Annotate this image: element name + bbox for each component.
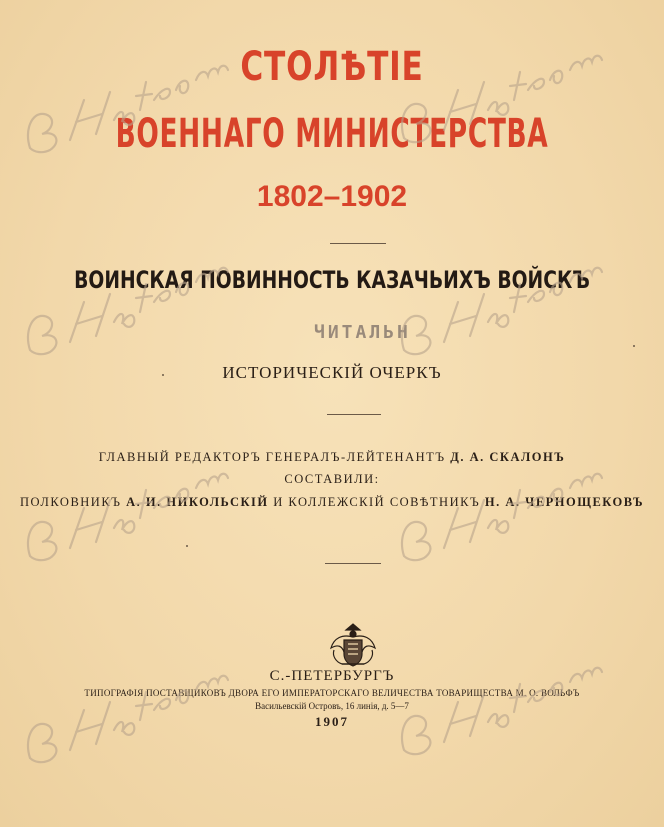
editor-prefix: ГЛАВНЫЙ РЕДАКТОРЪ ГЕНЕРАЛЪ-ЛЕЙТЕНАНТЪ — [98, 450, 446, 464]
watermark-signature — [10, 232, 250, 362]
watermark-signature — [384, 232, 624, 362]
author2-name: Н. А. ЧЕРНОЩЕКОВЪ — [484, 495, 645, 509]
divider-rule — [330, 243, 386, 244]
title-line-1: СТОЛѢТІЕ — [240, 44, 424, 90]
print-dot — [162, 374, 164, 376]
print-dot — [633, 345, 635, 347]
imprint-printer: ТИПОГРАФІЯ ПОСТАВЩИКОВЪ ДВОРА ЕГО ИМПЕРАТОРСКАГО ВЕЛИЧЕСТВА ТОВАРИЩЕСТВА М. О. ВОЛЬФЪ — [84, 688, 580, 698]
title-years: 1802–1902 — [256, 180, 408, 213]
imprint-city: С.-ПЕТЕРБУРГЪ — [269, 668, 395, 684]
subtitle: ВОИНСКАЯ ПОВИННОСТЬ КАЗАЧЬИХЪ ВОЙСКЪ — [74, 266, 590, 294]
imperial-crest-icon — [328, 622, 378, 670]
author-join: И КОЛЛЕЖСКІЙ СОВѢТНИКЪ — [273, 495, 481, 509]
editor-line — [0, 450, 664, 465]
divider-rule — [325, 563, 381, 564]
print-dot — [186, 545, 188, 547]
editor-name: Д. А. СКАЛОНЪ — [450, 450, 566, 464]
author1-prefix: ПОЛКОВНИКЪ — [19, 495, 122, 509]
author1-name: А. И. НИКОЛЬСКІЙ — [126, 495, 269, 509]
imprint-year: 1907 — [315, 714, 349, 729]
divider-rule — [327, 414, 381, 415]
compiled-label: СОСТАВИЛИ: — [284, 472, 380, 486]
library-stamp: ЧИТАЛЬН — [314, 322, 411, 343]
authors-line — [0, 495, 664, 510]
essay-label: ИСТОРИЧЕСКІЙ ОЧЕРКЪ — [222, 363, 442, 382]
title-line-2: ВОЕННАГО МИНИСТЕРСТВА — [115, 111, 549, 157]
imprint-address: Васильевскій Островъ, 16 линія, д. 5—7 — [255, 701, 409, 711]
